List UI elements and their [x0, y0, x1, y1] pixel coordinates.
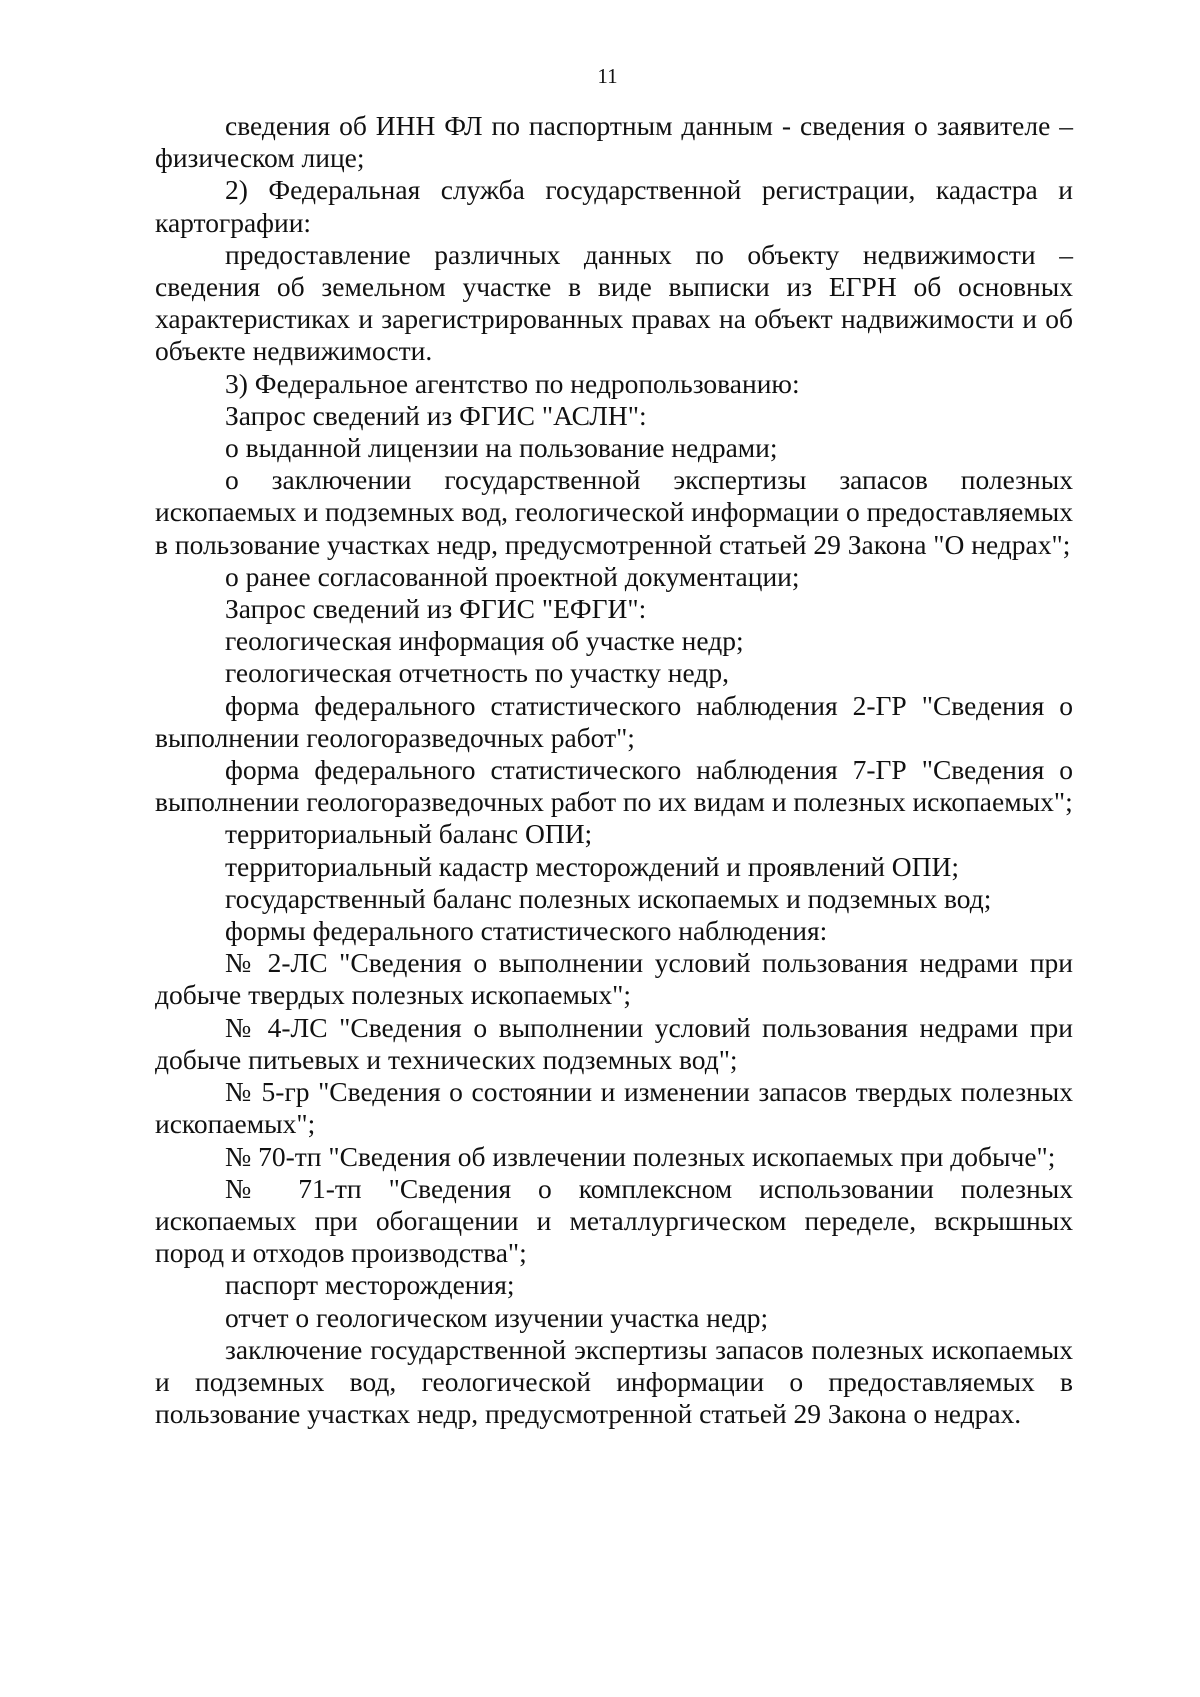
paragraph-territorial-balance: территориальный баланс ОПИ; — [225, 818, 593, 850]
paragraph-territorial-cadastre: территориальный кадастр месторождений и проявлений ОПИ; — [225, 850, 960, 882]
paragraph-form-4ls: № 4-ЛС "Сведения о выполнении условий пользования недрами при добыче питьевых и технических подземных вод"; — [155, 1011, 1073, 1075]
paragraph-rosreestr-heading: 2) Федеральная служба государственной регистрации, кадастра и картографии: — [155, 174, 1073, 238]
paragraph-geo-reports: геологическая отчетность по участку недр, — [225, 657, 729, 689]
paragraph-deposit-passport: паспорт месторождения; — [225, 1269, 515, 1301]
paragraph-state-balance: государственный баланс полезных ископаемых и подземных вод; — [225, 882, 992, 914]
paragraph-rosreestr-data: предоставление различных данных по объекту недвижимости – сведения об земельном участке в виде выписки из ЕГРН об основных характеристиках и зарегистрированных правах на объект надвижимости и об объекте недвижимости. — [155, 238, 1073, 367]
paragraph-form-2ls: № 2-ЛС "Сведения о выполнении условий пользования недрами при добыче твердых полезных ископаемых"; — [155, 947, 1073, 1011]
paragraph-expertise-conclusion: заключение государственной экспертизы запасов полезных ископаемых и подземных вод, геологической информации о предоставляемых в пользование участках недр, предусмотренной статьей 29 Закона о недрах. — [155, 1333, 1073, 1430]
paragraph-asln-request: Запрос сведений из ФГИС "АСЛН": — [225, 399, 647, 431]
paragraph-form-7gr: форма федерального статистического наблюдения 7-ГР "Сведения о выполнении геологоразведочных работ по их видам и полезных ископаемых"; — [155, 754, 1073, 818]
paragraph-rosnedra-heading: 3) Федеральное агентство по недропользованию: — [225, 367, 800, 399]
paragraph-form-70tp: № 70-тп "Сведения об извлечении полезных ископаемых при добыче"; — [225, 1140, 1056, 1172]
paragraph-inn-info: сведения об ИНН ФЛ по паспортным данным - сведения о заявителе – физическом лице; — [155, 110, 1073, 174]
page-number: 11 — [597, 64, 618, 88]
paragraph-license: о выданной лицензии на пользование недрами; — [225, 432, 778, 464]
paragraph-form-2gr: форма федерального статистического наблюдения 2-ГР "Сведения о выполнении геологоразведочных работ"; — [155, 689, 1073, 753]
paragraph-stat-forms-heading: формы федерального статистического наблюдения: — [225, 915, 828, 947]
paragraph-form-71tp: № 71-тп "Сведения о комплексном использовании полезных ископаемых при обогащении и металлургическом переделе, вскрышных пород и отходов производства"; — [155, 1172, 1073, 1269]
paragraph-project-docs: о ранее согласованной проектной документации; — [225, 560, 800, 592]
paragraph-geo-study-report: отчет о геологическом изучении участка недр; — [225, 1301, 769, 1333]
paragraph-state-expertise: о заключении государственной экспертизы запасов полезных ископаемых и подземных вод, геологической информации о предоставляемых в пользование участках недр, предусмотренной статьей 29 Закона "О недрах"; — [155, 464, 1073, 560]
document-body — [155, 110, 1073, 1430]
paragraph-form-5gr: № 5-гр "Сведения о состоянии и изменении запасов твердых полезных ископаемых"; — [155, 1076, 1073, 1140]
paragraph-geo-info: геологическая информация об участке недр; — [225, 625, 744, 657]
paragraph-efgi-request: Запрос сведений из ФГИС "ЕФГИ": — [225, 593, 647, 625]
